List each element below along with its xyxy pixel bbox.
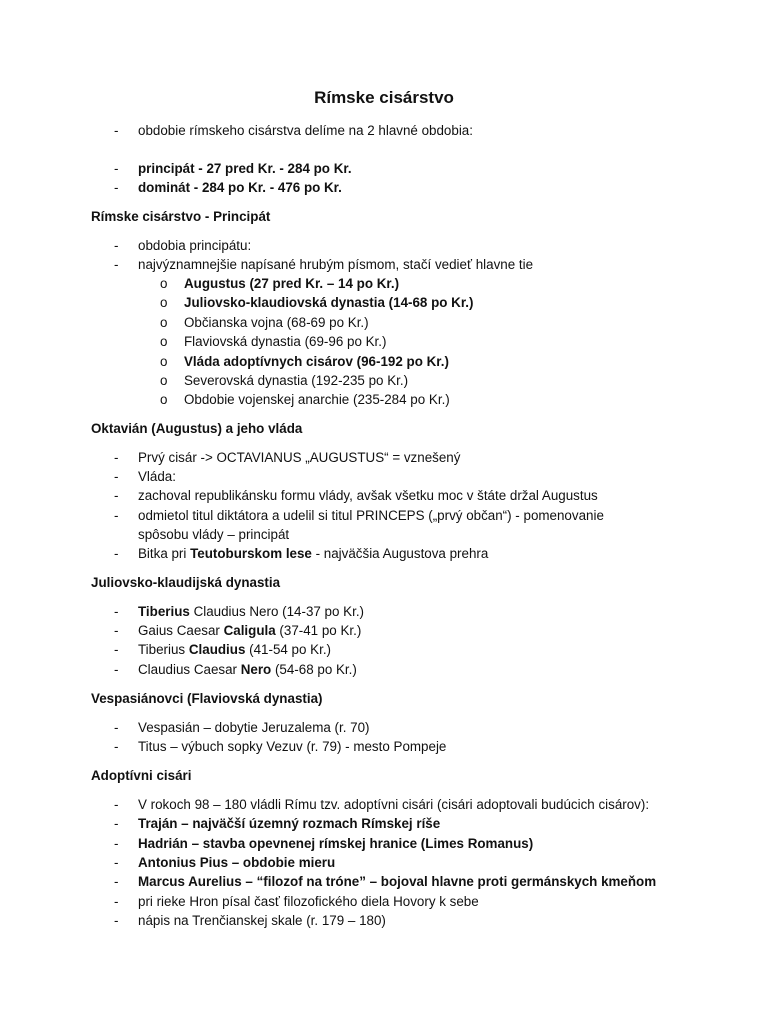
- text-run: (37-41 po Kr.): [275, 623, 362, 639]
- dash-bullet-icon: -: [114, 507, 119, 523]
- bold-text: Caligula: [223, 623, 276, 639]
- text-run: Prvý cisár -> OCTAVIANUS „AUGUSTUS“ = vznešený: [138, 450, 461, 465]
- list-item: [138, 814, 440, 833]
- list-item: [138, 621, 361, 640]
- list-item: [138, 718, 370, 737]
- bold-text: Claudius: [188, 642, 246, 658]
- list-item: [138, 660, 357, 679]
- dash-bullet-icon: -: [114, 893, 119, 909]
- section-heading-julio-claudian: Juliovsko-klaudijská dynastia: [91, 575, 281, 590]
- section-heading-augustus: Oktavián (Augustus) a jeho vláda: [91, 421, 303, 436]
- dash-bullet-icon: -: [114, 123, 119, 138]
- section-heading-adoptive: Adoptívni cisári: [91, 768, 192, 783]
- text-run: obdobie rímskeho cisárstva delíme na 2 hlavné obdobia:: [138, 123, 473, 138]
- text-run: najvýznamnejšie napísané hrubým písmom, stačí vedieť hlavne tie: [138, 257, 534, 272]
- dash-bullet-icon: -: [114, 854, 119, 870]
- bold-text: Nero: [240, 661, 272, 677]
- circle-bullet-icon: o: [160, 373, 168, 388]
- list-item: [138, 448, 460, 467]
- list-item: [138, 544, 488, 563]
- text-run: Vespasián – dobytie Jeruzalema (r. 70): [138, 720, 370, 735]
- dash-bullet-icon: -: [114, 488, 119, 504]
- bold-text: Juliovsko-klaudiovská dynastia (14-68 po Kr.): [184, 295, 474, 311]
- text-run: Claudius Caesar: [138, 661, 241, 677]
- bold-text: Augustus (27 pred Kr. – 14 po Kr.): [184, 276, 400, 291]
- list-item: [138, 467, 176, 486]
- text-run: pri rieke Hron písal časť filozofického diela Hovory k sebe: [138, 893, 479, 909]
- text-run: Obdobie vojenskej anarchie (235-284 po Kr.): [184, 392, 450, 408]
- text-run: Gaius Caesar: [138, 623, 224, 639]
- bold-text: Marcus Aurelius – “filozof na tróne” – bojoval hlavne proti germánskych kmeňom: [138, 874, 657, 890]
- dash-bullet-icon: -: [114, 835, 119, 851]
- text-run: Claudius Nero (14-37 po Kr.): [189, 604, 365, 619]
- bold-text: Teutoburskom lese: [190, 546, 312, 561]
- circle-bullet-icon: o: [160, 276, 168, 291]
- dash-bullet-icon: -: [114, 912, 119, 928]
- list-item: [138, 525, 289, 544]
- list-item: [138, 853, 335, 872]
- bold-text: Vláda adoptívnych cisárov (96-192 po Kr.): [184, 353, 449, 369]
- dash-bullet-icon: -: [114, 816, 119, 832]
- list-item: [184, 313, 369, 332]
- circle-bullet-icon: o: [160, 353, 168, 369]
- bold-text: Tiberius: [138, 604, 190, 619]
- list-item: [138, 911, 386, 930]
- dash-bullet-icon: -: [114, 450, 119, 465]
- bold-text: principát - 27 pred Kr. - 284 po Kr.: [138, 161, 352, 176]
- list-item: [138, 737, 446, 756]
- dash-bullet-icon: -: [114, 469, 119, 485]
- list-item: [184, 352, 449, 371]
- text-run: V rokoch 98 – 180 vládli Rímu tzv. adoptívni cisári (cisári adoptovali budúcich cisárov):: [138, 797, 650, 812]
- list-item: [138, 872, 656, 891]
- text-run: Titus – výbuch sopky Vezuv (r. 79) - mesto Pompeje: [138, 739, 447, 755]
- dash-bullet-icon: -: [114, 661, 119, 677]
- text-run: nápis na Trenčianskej skale (r. 179 – 180): [138, 912, 386, 928]
- dash-bullet-icon: -: [114, 623, 119, 639]
- list-item: [184, 293, 474, 312]
- bold-text: Hadrián – stavba opevnenej rímskej hranice (Limes Romanus): [138, 835, 534, 851]
- list-item: [184, 332, 386, 351]
- list-item: [138, 486, 598, 505]
- dash-bullet-icon: -: [114, 874, 119, 890]
- list-item: [138, 892, 479, 911]
- list-item: [138, 121, 473, 140]
- dash-bullet-icon: -: [114, 720, 119, 735]
- dash-bullet-icon: -: [114, 604, 119, 619]
- bold-text: Antonius Pius – obdobie mieru: [138, 854, 336, 870]
- dash-bullet-icon: -: [114, 739, 119, 755]
- text-run: obdobia principátu:: [138, 238, 252, 253]
- dash-bullet-icon: -: [114, 546, 119, 561]
- list-item: [184, 390, 450, 409]
- text-run: Občianska vojna (68-69 po Kr.): [184, 314, 369, 330]
- list-item: [138, 506, 604, 525]
- circle-bullet-icon: o: [160, 295, 168, 311]
- list-item: [184, 274, 399, 293]
- circle-bullet-icon: o: [160, 334, 168, 350]
- dash-bullet-icon: -: [114, 161, 119, 176]
- dash-bullet-icon: -: [114, 797, 119, 812]
- dash-bullet-icon: -: [114, 238, 119, 253]
- text-run: odmietol titul diktátora a udelil si titul PRINCEPS („prvý občan“) - pomenovanie: [138, 507, 604, 523]
- list-item: [138, 178, 342, 197]
- list-item: [138, 255, 533, 274]
- dash-bullet-icon: -: [114, 180, 119, 195]
- text-run: Severovská dynastia (192-235 po Kr.): [184, 373, 409, 388]
- bold-text: Traján – najväčší územný rozmach Rímskej ríše: [138, 816, 441, 832]
- text-run: Flaviovská dynastia (69-96 po Kr.): [184, 334, 387, 350]
- circle-bullet-icon: o: [160, 392, 168, 408]
- text-run: Tiberius: [138, 642, 189, 658]
- text-run: Bitka pri: [138, 546, 191, 561]
- page-title: Rímske cisárstvo: [314, 88, 454, 107]
- list-item: [138, 236, 251, 255]
- text-run: - najväčšia Augustova prehra: [311, 546, 489, 561]
- text-run: spôsobu vlády – principát: [138, 526, 290, 542]
- list-item: [138, 640, 331, 659]
- bold-text: dominát - 284 po Kr. - 476 po Kr.: [138, 180, 342, 195]
- list-item: [138, 834, 533, 853]
- list-item: [138, 795, 649, 814]
- dash-bullet-icon: -: [114, 642, 119, 658]
- text-run: (41-54 po Kr.): [245, 642, 331, 658]
- dash-bullet-icon: -: [114, 257, 119, 272]
- text-run: Vláda:: [138, 469, 176, 485]
- text-run: (54-68 po Kr.): [271, 661, 357, 677]
- list-item: [138, 602, 364, 621]
- text-run: zachoval republikánsku formu vlády, avšak všetku moc v štáte držal Augustus: [138, 488, 598, 504]
- list-item: [184, 371, 408, 390]
- list-item: [138, 159, 352, 178]
- circle-bullet-icon: o: [160, 314, 168, 330]
- section-heading-flavian: Vespasiánovci (Flaviovská dynastia): [91, 691, 323, 706]
- section-heading-principat: Rímske cisárstvo - Principát: [91, 209, 271, 224]
